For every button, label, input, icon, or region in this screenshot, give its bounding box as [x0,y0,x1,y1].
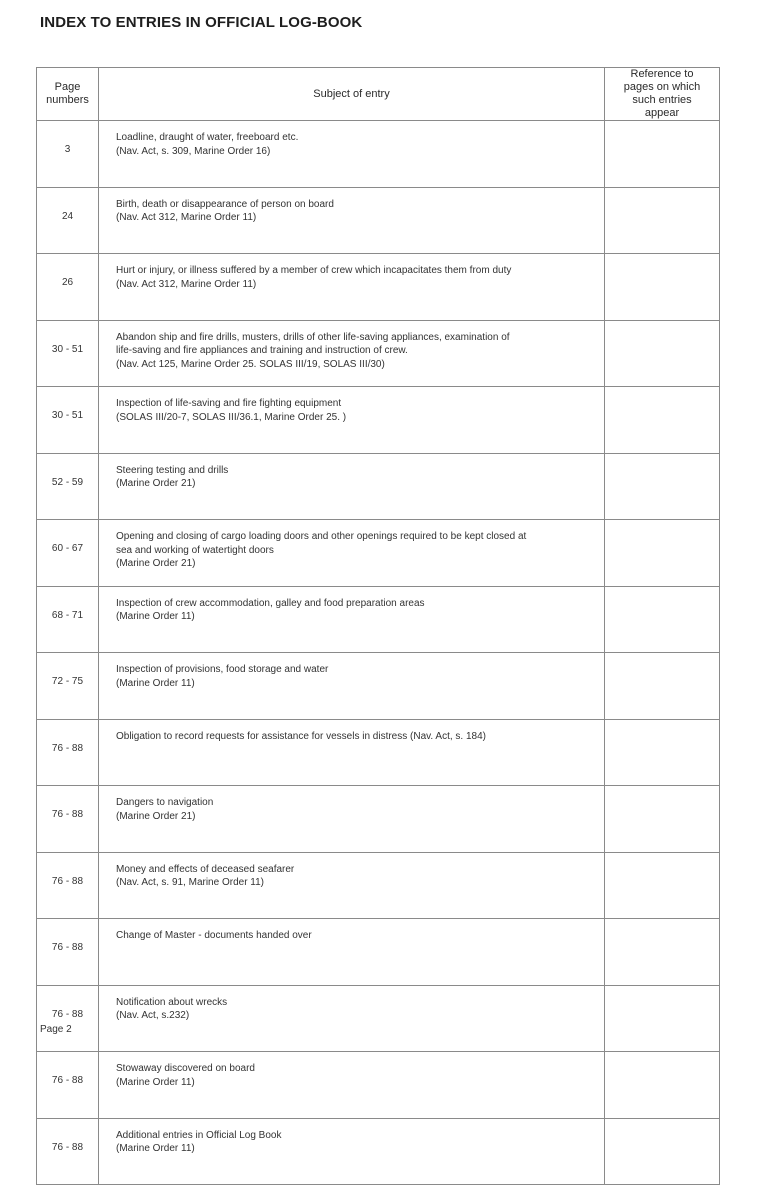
table-row [37,187,720,254]
subject-cell [99,453,605,520]
reference-pages-cell[interactable] [605,1118,720,1185]
subject-reference-text: (Marine Order 11) [116,611,195,622]
subject-cell [99,719,605,786]
page-numbers-cell: 76 - 88 [37,919,99,986]
page-number-footer: Page 2 [40,1024,72,1035]
subject-reference-text: (Marine Order 21) [116,478,196,489]
table-body [37,121,720,1185]
reference-pages-cell[interactable] [605,852,720,919]
reference-pages-cell[interactable] [605,520,720,587]
subject-cell [99,187,605,254]
page-numbers-cell: 72 - 75 [37,653,99,720]
page-numbers-cell: 76 - 88 [37,985,99,1052]
subject-text: Change of Master - documents handed over [116,930,312,941]
subject-text: Loadline, draught of water, freeboard etc. [116,132,299,143]
reference-pages-cell[interactable] [605,985,720,1052]
subject-cell [99,653,605,720]
subject-cell [99,387,605,454]
table-row [37,852,720,919]
subject-cell [99,254,605,321]
table-row [37,1052,720,1119]
subject-reference-text: life-saving and fire appliances and training and instruction of crew. [116,345,408,356]
subject-cell [99,1052,605,1119]
table-row [37,1118,720,1185]
reference-pages-cell[interactable] [605,387,720,454]
subject-reference-text: (Nav. Act, s. 309, Marine Order 16) [116,145,271,157]
subject-cell [99,586,605,653]
subject-reference-text: (Nav. Act 125, Marine Order 25. SOLAS III/19, SOLAS III/30) [116,358,385,370]
reference-pages-cell[interactable] [605,919,720,986]
subject-text: Hurt or injury, or illness suffered by a member of crew which incapacitates them from duty [116,265,512,276]
table-row [37,586,720,653]
subject-text: Inspection of life-saving and fire fighting equipment [116,398,342,409]
subject-cell [99,852,605,919]
subject-cell [99,985,605,1052]
subject-reference-text: (Nav. Act, s.232) [116,1010,190,1021]
subject-reference-text: (Nav. Act, s. 91, Marine Order 11) [116,877,265,888]
subject-reference-text: (Nav. Act 312, Marine Order 11) [116,212,257,223]
table-row [37,387,720,454]
page-numbers-cell: 60 - 67 [37,520,99,587]
table-row [37,453,720,520]
subject-reference-text: (Marine Order 11) [116,677,195,689]
page-numbers-cell: 76 - 88 [37,1118,99,1185]
table-row [37,653,720,720]
reference-pages-cell[interactable] [605,121,720,188]
subject-reference-text: (Marine Order 21) [116,810,196,822]
header-page-numbers: Page numbers [37,68,99,121]
subject-text: Steering testing and drills [116,464,229,476]
page-numbers-cell: 24 [37,187,99,254]
subject-text: Opening and closing of cargo loading doors and other openings required to be kept closed at [116,531,527,542]
page-numbers-cell: 76 - 88 [37,719,99,786]
reference-pages-cell[interactable] [605,653,720,720]
subject-cell [99,520,605,587]
reference-pages-cell[interactable] [605,187,720,254]
subject-text: Inspection of crew accommodation, galley and food preparation areas [116,597,425,609]
reference-pages-cell[interactable] [605,786,720,853]
page-numbers-cell: 76 - 88 [37,786,99,853]
reference-pages-cell[interactable] [605,254,720,321]
table-row [37,254,720,321]
table-row [37,520,720,587]
table-row [37,985,720,1052]
subject-reference-text: (Marine Order 11) [116,1076,195,1088]
log-index-table [36,67,720,1185]
reference-pages-cell[interactable] [605,453,720,520]
subject-reference-text: (SOLAS III/20-7, SOLAS III/36.1, Marine Order 25. ) [116,411,347,423]
page-numbers-cell: 76 - 88 [37,852,99,919]
table-row [37,719,720,786]
page-numbers-cell: 30 - 51 [37,387,99,454]
subject-text: Dangers to navigation [116,797,214,808]
reference-pages-cell[interactable] [605,719,720,786]
table-row [37,919,720,986]
table-row [37,121,720,188]
table-row [37,320,720,387]
reference-pages-cell[interactable] [605,1052,720,1119]
subject-text: Additional entries in Official Log Book [116,1129,282,1141]
page-numbers-cell: 52 - 59 [37,453,99,520]
page-numbers-cell: 68 - 71 [37,586,99,653]
subject-text: Birth, death or disappearance of person on board [116,198,334,210]
subject-text: Notification about wrecks [116,996,228,1008]
page-title: INDEX TO ENTRIES IN OFFICIAL LOG-BOOK [40,14,363,31]
header-subject: Subject of entry [99,68,605,121]
subject-cell [99,121,605,188]
subject-reference-text: (Marine Order 21) [116,558,196,569]
page-numbers-cell: 30 - 51 [37,320,99,387]
header-reference: Reference to pages on which such entries appear [605,68,720,121]
reference-pages-cell[interactable] [605,320,720,387]
subject-cell [99,1118,605,1185]
subject-reference-text: (Marine Order 11) [116,1143,195,1154]
subject-reference-text: (Nav. Act 312, Marine Order 11) [116,278,257,290]
subject-cell [99,320,605,387]
reference-pages-cell[interactable] [605,586,720,653]
subject-text: Inspection of provisions, food storage and water [116,664,329,675]
subject-text: Obligation to record requests for assistance for vessels in distress (Nav. Act, s. 184) [116,730,486,742]
table-row [37,786,720,853]
page-numbers-cell: 76 - 88 [37,1052,99,1119]
page-numbers-cell: 3 [37,121,99,188]
subject-text: Stowaway discovered on board [116,1063,255,1074]
subject-text: Abandon ship and fire drills, musters, drills of other life-saving appliances, examination of [116,331,510,343]
table-header-row [37,68,720,121]
subject-cell [99,919,605,986]
subject-reference-text: sea and working of watertight doors [116,544,274,556]
subject-cell [99,786,605,853]
page-numbers-cell: 26 [37,254,99,321]
subject-text: Money and effects of deceased seafarer [116,863,295,875]
